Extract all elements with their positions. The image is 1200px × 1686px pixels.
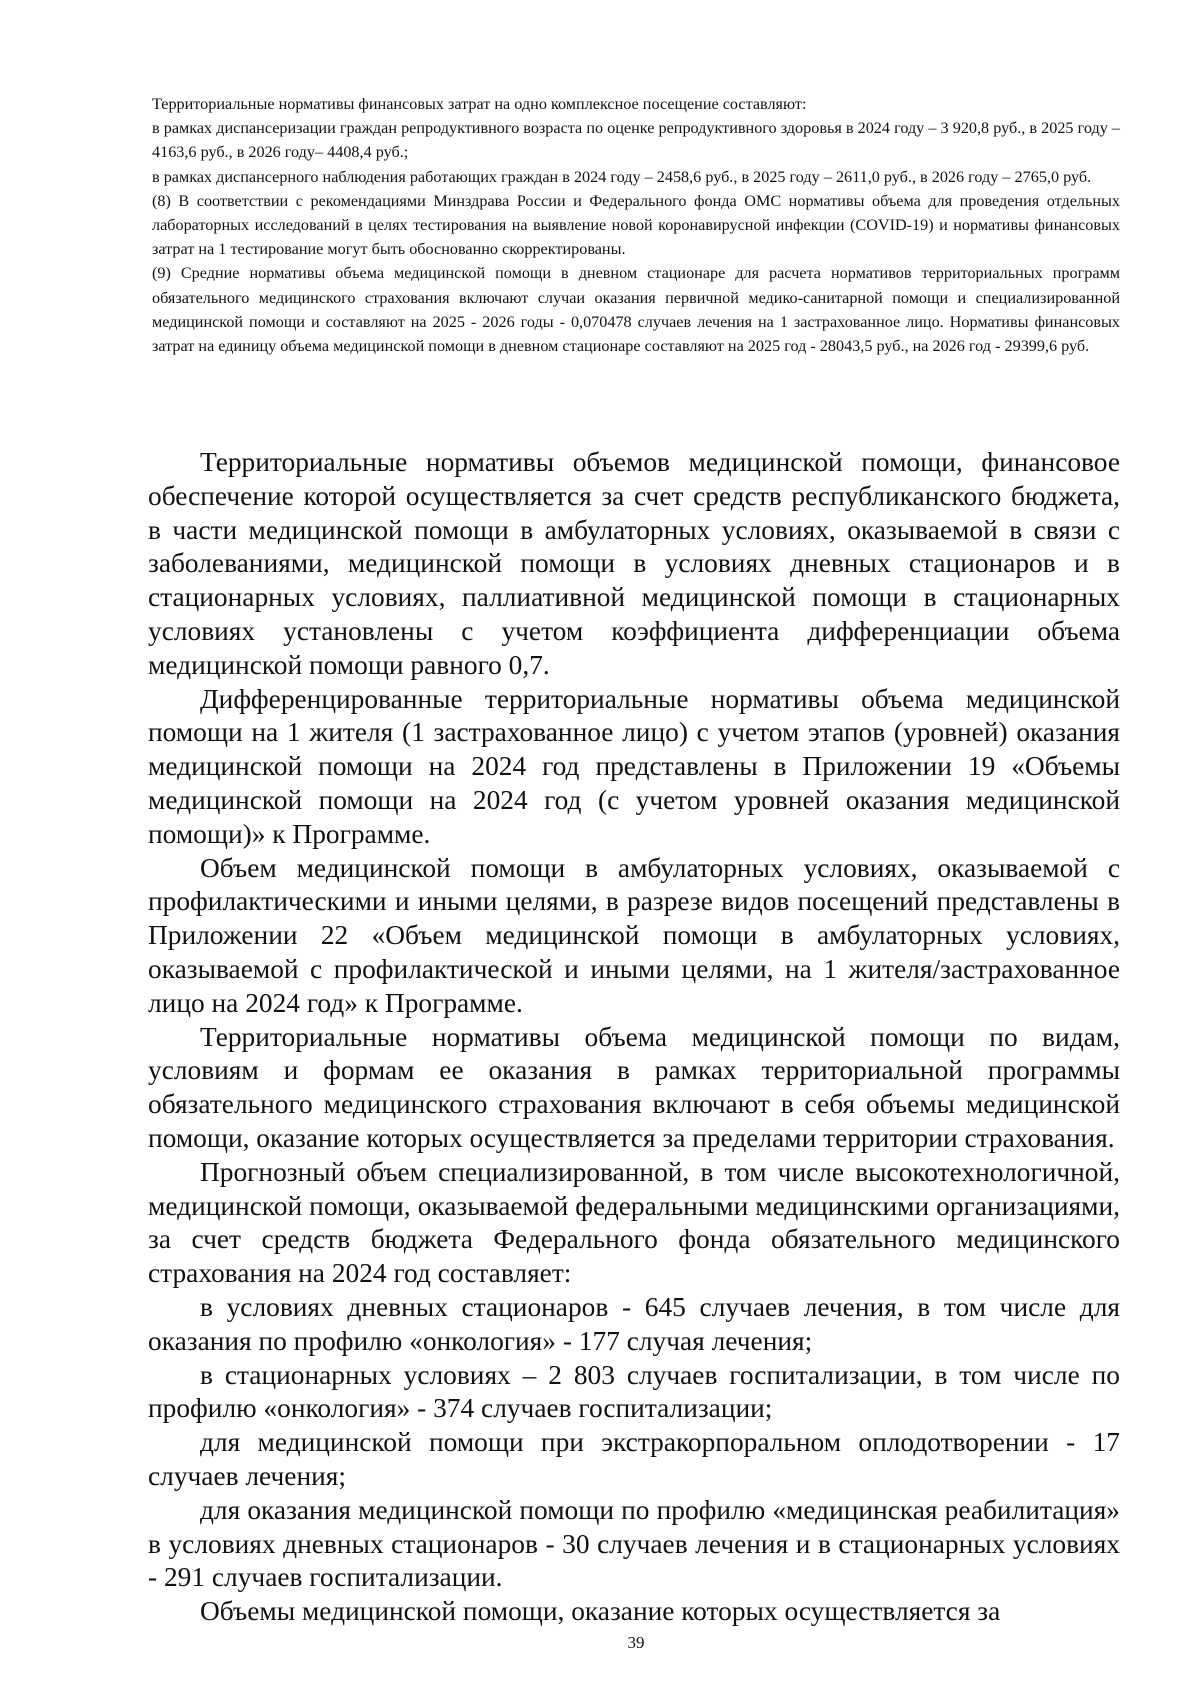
footnote-8-covid-testing: (8) В соответствии с рекомендациями Минздрава России и Федерального фонда ОМС нормативы объема для проведения отдельных лабораторных исследований в целях тестирования на выявление новой коронавирусной инфекции (COVID-19) и нормативы финансовых затрат на 1 тестирование могут быть обоснованно скорректированы. bbox=[152, 191, 1120, 259]
list-item-rehabilitation: для оказания медицинской помощи по профилю «медицинская реабилитация» в условиях дневных стационаров - 30 случаев лечения и в стационарных условиях - 291 случаев госпитализации. bbox=[148, 1494, 1120, 1593]
footnote-dispensary-observation: в рамках диспансерного наблюдения работающих граждан в 2024 году – 2458,6 руб., в 2025 году – 2611,0 руб., в 2026 году – 2765,0 руб. bbox=[152, 167, 1092, 186]
footnote-financial-norms-intro: Территориальные нормативы финансовых затрат на одно комплексное посещение составляют: bbox=[152, 95, 807, 113]
list-item-ivf: для медицинской помощи при экстракорпоральном оплодотворении - 17 случаев лечения; bbox=[148, 1427, 1120, 1491]
paragraph-ambulatory-volume: Объем медицинской помощи в амбулаторных условиях, оказываемой с профилактическими и иными целями, в разрезе видов посещений представлены в Приложении 22 «Объем медицинской помощи в амбулаторных условиях, оказываемой с профилактической и иными целями, на 1 жителя/застрахованное лицо на 2024 год» к Программе. bbox=[148, 852, 1120, 1018]
paragraph-differentiated-norms: Дифференцированные территориальные нормативы объема медицинской помощи на 1 жителя (1 застрахованное лицо) с учетом этапов (уровней) оказания медицинской помощи на 2024 год представлены в Приложении 19 «Объемы медицинской помощи на 2024 год (с учетом уровней оказания медицинской помощи)» к Программе. bbox=[148, 683, 1120, 849]
paragraph-continued: Объемы медицинской помощи, оказание которых осуществляется за bbox=[200, 1596, 1001, 1627]
list-item-inpatient: в стационарных условиях – 2 803 случаев госпитализации, в том числе по профилю «онкология» - 374 случаев госпитализации; bbox=[148, 1359, 1120, 1424]
paragraph-forecast-volume: Прогнозный объем специализированной, в том числе высокотехнологичной, медицинской помощи, оказываемой федеральными медицинскими организациями, за счет средств бюджета Федерального фонда обязательного медицинского страхования на 2024 год составляет: bbox=[148, 1156, 1120, 1289]
paragraph-republican-budget: Территориальные нормативы объемов медицинской помощи, финансовое обеспечение которой осуществляется за счет средств республиканского бюджета, в части медицинской помощи в амбулаторных условиях, оказываемой в связи с заболеваниями, медицинской помощи в условиях дневных стационаров и в стационарных условиях, паллиативной медицинской помощи в стационарных условиях установлены с учетом коэффициента дифференциации объема медицинской помощи равного 0,7. bbox=[148, 447, 1120, 680]
footnote-reproductive-health: в рамках диспансеризации граждан репродуктивного возраста по оценке репродуктивного здоровья в 2024 году – 3 920,8 руб., в 2025 году – 4163,6 руб., в 2026 году– 4408,4 руб.; bbox=[152, 119, 1120, 162]
list-item-day-hospital: в условиях дневных стационаров - 645 случаев лечения, в том числе для оказания по профилю «онкология» - 177 случая лечения; bbox=[148, 1291, 1120, 1356]
main-text bbox=[148, 446, 1120, 1629]
page-number: 39 bbox=[627, 1633, 645, 1652]
paragraph-outside-territory: Территориальные нормативы объема медицинской помощи по видам, условиям и формам ее оказания в рамках территориальной программы обязательного медицинского страхования включают в себя объемы медицинской помощи, оказание которых осуществляется за пределами территории страхования. bbox=[148, 1021, 1120, 1153]
footnotes-block bbox=[152, 92, 1120, 358]
footnote-9-day-hospital: (9) Средние нормативы объема медицинской помощи в дневном стационаре для расчета нормативов территориальных программ обязательного медицинского страхования включают случаи оказания первичной медико-санитарной помощи и специализированной медицинской помощи и составляют на 2025 - 2026 годы - 0,070478 случаев лечения на 1 застрахованное лицо. Нормативы финансовых затрат на единицу объема медицинской помощи в дневном стационаре составляют на 2025 год - 28043,5 руб., на 2026 год - 29399,6 руб. bbox=[152, 264, 1120, 356]
